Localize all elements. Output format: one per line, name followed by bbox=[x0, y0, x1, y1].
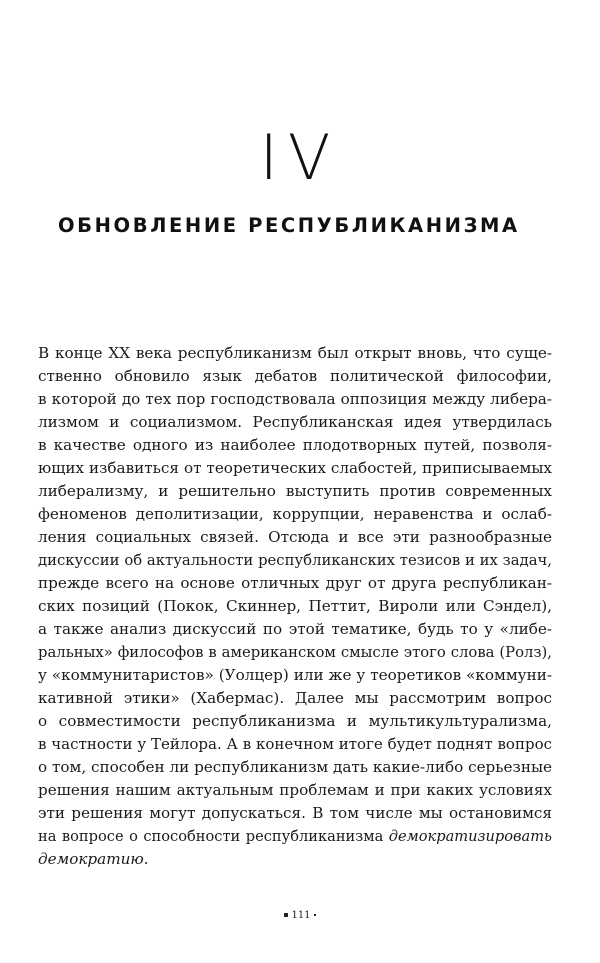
text-line: ющих избавиться от теоретических слабостей, приписываемых bbox=[38, 459, 552, 477]
text-line: эти решения могут допускаться. В том числе мы остановимся bbox=[38, 804, 552, 822]
text-line: в которой до тех пор господствовала оппозиция между либера- bbox=[38, 390, 552, 408]
text-segment: . bbox=[143, 850, 149, 868]
text-line: ления социальных связей. Отсюда и все эти разнообразные bbox=[38, 528, 552, 546]
text-line: В конце XX века республиканизм был открыт вновь, что суще- bbox=[38, 344, 552, 362]
text-line: ских позиций (Покок, Скиннер, Петтит, Вироли или Сэндел), bbox=[38, 597, 552, 615]
text-line bbox=[38, 848, 552, 871]
page-folio bbox=[0, 909, 600, 923]
italic-emphasis: демократию bbox=[38, 850, 144, 868]
text-line: о совместимости республиканизма и мультикультурализма, bbox=[38, 712, 552, 730]
text-line: о том, способен ли республиканизм дать какие-либо серьезные bbox=[38, 758, 553, 776]
text-segment: на вопросе о способности республиканизма bbox=[38, 828, 389, 845]
text-line: дискуссии об актуальности республиканских тезисов и их задач, bbox=[38, 552, 552, 569]
folio-bullet-icon bbox=[284, 913, 288, 917]
folio-bullet-icon bbox=[314, 914, 316, 916]
text-line: феноменов деполитизации, коррупции, неравенства и ослаб- bbox=[38, 505, 552, 523]
text-line: решения нашим актуальным проблемам и при каких условиях bbox=[38, 781, 552, 799]
text-line: у «коммунитаристов» (Уолцер) или же у теоретиков «коммуни- bbox=[38, 666, 552, 684]
text-line: ственно обновило язык дебатов политической философии, bbox=[38, 367, 552, 385]
text-line: а также анализ дискуссий по этой тематике, будь то у «либе- bbox=[38, 620, 552, 638]
page-number: 111 bbox=[291, 910, 311, 921]
text-line: в частности у Тейлора. А в конечном итоге будет поднят вопрос bbox=[38, 735, 552, 753]
chapter-number: IV bbox=[259, 121, 341, 194]
body-paragraph bbox=[38, 342, 552, 871]
text-line bbox=[38, 825, 552, 848]
chapter-title: ОБНОВЛЕНИЕ РЕСПУБЛИКАНИЗМА bbox=[58, 214, 520, 237]
text-line: в качестве одного из наиболее плодотворных путей, позволя- bbox=[38, 436, 552, 454]
text-line: кативной этики» (Хабермас). Далее мы рассмотрим вопрос bbox=[38, 689, 552, 707]
text-line: либерализму, и решительно выступить против современных bbox=[38, 482, 552, 500]
text-line: ральных» философов в американском смысле этого слова (Ролз), bbox=[38, 644, 552, 661]
text-line: лизмом и социализмом. Республиканская идея утвердилась bbox=[38, 413, 552, 431]
italic-emphasis: демократизировать bbox=[388, 828, 552, 845]
text-line: прежде всего на основе отличных друг от друга республикан- bbox=[38, 574, 552, 592]
